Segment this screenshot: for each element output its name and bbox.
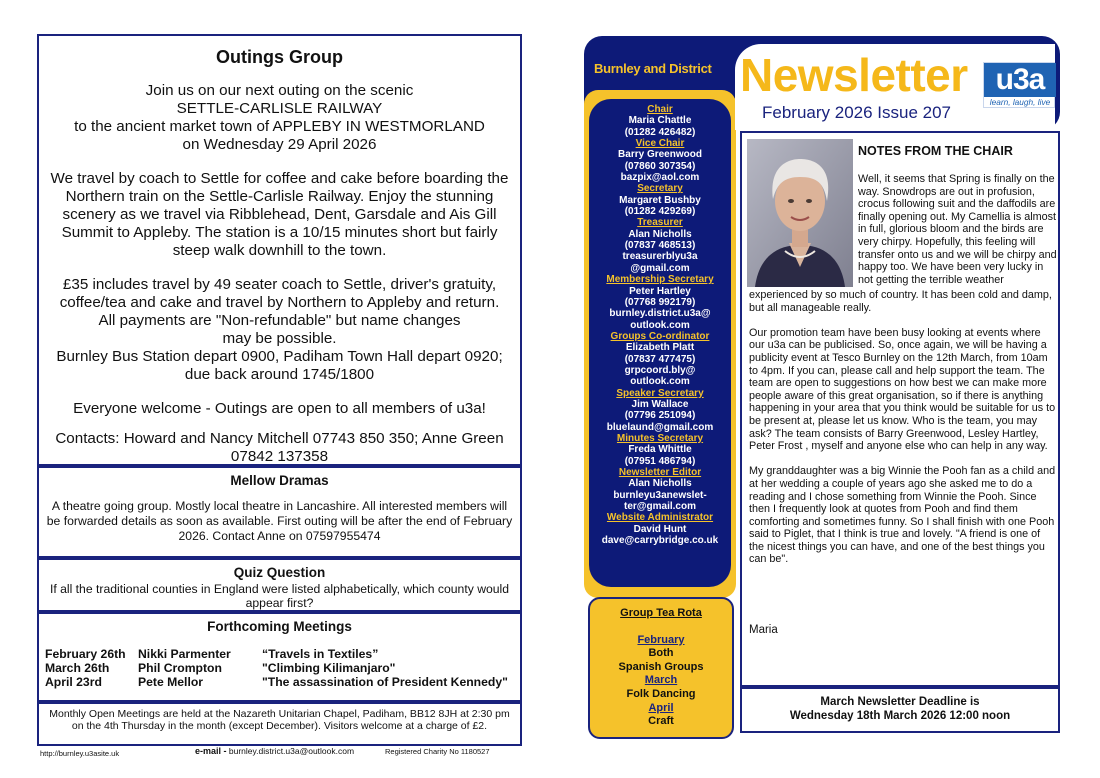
committee-detail: @gmail.com — [630, 262, 690, 274]
tea-rota-list — [590, 634, 732, 729]
mellow-dramas-text: A theatre going group. Mostly local theatre in Lancashire. All interested members will be forwarded details as soon as available. First outing will be after the end of February 2026. Contact Anne on 07597955474 — [46, 499, 513, 543]
footer-email — [195, 746, 354, 756]
footer-email-label: e-mail - — [195, 746, 227, 756]
committee-detail: (07860 307354) — [624, 160, 696, 172]
u3a-logo-mark: u3a — [984, 63, 1056, 97]
committee-detail: bluelaund@gmail.com — [606, 421, 714, 433]
outings-description: We travel by coach to Settle for coffee and cake before boarding the Northern train on the Settle-Carlisle Railway. Enjoy the stunning scenery as we travel via Ribblehead, Dent, Garsdale and Ais Gill Summit to Appleby. The station is a 10/15 minutes short but fairly steep walk downhill to the town. — [50, 170, 509, 259]
deadline-date: Wednesday 18th March 2026 12:00 noon — [789, 710, 1011, 722]
notes-signature: Maria — [749, 624, 778, 636]
outings-intro-line: SETTLE-CARLISLE RAILWAY — [176, 100, 383, 117]
committee-detail: (01282 429269) — [624, 206, 696, 218]
u3a-logo — [983, 62, 1055, 108]
tea-rota-group: Craft — [648, 715, 674, 728]
notes-body — [749, 289, 1057, 579]
committee-detail: (07768 992179) — [624, 296, 696, 308]
forthcoming-meetings-box — [37, 612, 522, 702]
committee-role: Chair — [647, 104, 673, 115]
committee-detail: Freda Whittle — [628, 444, 692, 456]
outings-pricing-line: All payments are "Non-refundable" but name changes — [98, 312, 461, 329]
meeting-row — [45, 661, 514, 675]
committee-detail: Peter Hartley — [629, 285, 691, 297]
meeting-speaker: Nikki Parmenter — [138, 647, 231, 661]
forthcoming-meetings-title: Forthcoming Meetings — [207, 619, 352, 634]
monthly-meetings-text: Monthly Open Meetings are held at the Nazareth Unitarian Chapel, Padiham, BB12 8JH at 2:30 pm on the 4th Thursday in the month (except December). Visitors welcome at a charge of £2. — [49, 708, 510, 732]
portrait-illustration — [747, 139, 853, 287]
committee-detail: burnley.district.u3a@ — [609, 308, 711, 320]
committee-detail: David Hunt — [633, 523, 687, 535]
committee-detail: Maria Chattle — [628, 115, 692, 127]
footer-email-address[interactable]: burnley.district.u3a@outlook.com — [228, 746, 355, 756]
committee-detail: grpcoord.bly@ — [624, 364, 696, 376]
committee-role: Secretary — [637, 183, 683, 195]
committee-detail: bazpix@aol.com — [620, 172, 700, 184]
tea-rota-heading: Group Tea Rota — [620, 607, 702, 619]
committee-detail: dave@carrybridge.co.uk — [601, 535, 719, 547]
outings-welcome: Everyone welcome - Outings are open to all members of u3a! — [73, 400, 486, 417]
tea-rota-group: Folk Dancing — [626, 687, 696, 700]
meeting-date: February 26th — [45, 647, 126, 661]
outings-intro-line: on Wednesday 29 April 2026 — [182, 136, 377, 153]
committee-detail: Alan Nicholls — [628, 228, 692, 240]
committee-detail: outlook.com — [630, 319, 690, 331]
meeting-talk: "The assassination of President Kennedy" — [262, 675, 508, 689]
notes-paragraph: My granddaughter was a big Winnie the Pooh fan as a child and at her wedding a couple of years ago she asked me to do a reading and I chose something from Winnie the Pooh. Since then I frequently look at quotes from Pooh and find them comforting and sometimes funny. So I shall finish with one Pooh said to Piglet, that I think is true and lovely. "A friend is one of the nicest things you can have, and one of the best things you can be". — [749, 465, 1056, 566]
committee-role: Groups Co-ordinator — [610, 330, 710, 342]
meeting-talk: “Travels in Textiles” — [262, 647, 379, 661]
quiz-question-text: If all the traditional counties in England were listed alphabetically, which county would appear first? — [49, 582, 510, 610]
committee-role: Website Administrator — [606, 512, 714, 524]
committee-detail: (01282 426482) — [624, 126, 696, 138]
committee-detail: (07951 486794) — [624, 455, 696, 467]
meeting-speaker: Pete Mellor — [138, 675, 204, 689]
meeting-speaker: Phil Crompton — [138, 661, 222, 675]
footer-charity-number: Registered Charity No 1180527 — [385, 747, 490, 756]
meeting-date: April 23rd — [45, 675, 102, 689]
outings-pricing-line: Burnley Bus Station depart 0900, Padiham Town Hall depart 0920; due back around 1745/1800 — [56, 348, 503, 383]
committee-detail: Elizabeth Platt — [625, 342, 695, 354]
committee-role: Minutes Secretary — [616, 432, 704, 444]
tea-rota-month: April — [648, 701, 674, 714]
chair-portrait-photo — [747, 139, 853, 287]
deadline-box — [740, 687, 1060, 733]
outings-intro — [45, 82, 514, 154]
notes-title: NOTES FROM THE CHAIR — [858, 144, 1013, 158]
committee-detail: (07837 477475) — [624, 353, 696, 365]
mellow-dramas-title: Mellow Dramas — [230, 473, 329, 488]
committee-detail: Alan Nicholls — [628, 478, 692, 490]
notes-intro-text: Well, it seems that Spring is finally on the way. Snowdrops are out in profusion, crocus following suit and the daffodils are finally opening out. My Camellia is almost in full, glorious bloom and the birds are very chirpy. Hopefully, this feeling will transfer onto us and we will be chirpy and happy too. We have been very lucky in not getting the terrible weather — [858, 173, 1057, 286]
notes-paragraph: Our promotion team have been busy looking at events where our u3a can be publicised. So, once again, we will be having a publicity event at Tesco Burnley on the 12th March, from 10am to 4pm. If you can, please call and help support the team. The team are open to suggestions on how best we can make more people aware of this great organisation, so if there is anything happening in your area that you think would be suitable for us to be present at, please let us know. Who is the team, you may ask? The team consists of Barry Greenwood, Lesley Hartley, Peter Frost , myself and anyone else who can help in any way. — [749, 326, 1056, 453]
committee-detail: ter@gmail.com — [624, 501, 696, 513]
outings-pricing — [45, 276, 514, 384]
newsletter-title: Newsletter — [740, 49, 968, 101]
tea-rota-month: March — [644, 674, 678, 687]
notes-paragraph: experienced by so much of country. It has been cold and damp, but all manageable really. — [749, 289, 1052, 314]
brand-name: Burnley and District — [594, 61, 712, 76]
committee-detail: treasurerblyu3a — [622, 251, 698, 263]
committee-list — [589, 104, 731, 546]
footer-website[interactable]: http://burnley.u3asite.uk — [40, 749, 120, 758]
meeting-talk: "Climbing Kilimanjaro" — [262, 661, 396, 675]
committee-detail: burnleyu3anewslet- — [613, 489, 707, 501]
committee-role: Vice Chair — [635, 138, 685, 150]
committee-detail: Margaret Bushby — [619, 194, 701, 206]
tea-rota-box — [588, 597, 734, 739]
outings-pricing-line: may be possible. — [222, 330, 337, 347]
outings-title: Outings Group — [216, 47, 343, 67]
committee-detail: (07796 251094) — [624, 410, 696, 422]
committee-role: Newsletter Editor — [618, 467, 702, 478]
tea-rota-group: Both — [648, 647, 674, 660]
outings-intro-line: to the ancient market town of APPLEBY IN WESTMORLAND — [74, 118, 485, 135]
tea-rota-group: Spanish Groups — [618, 660, 704, 673]
committee-role: Treasurer — [637, 217, 683, 229]
committee-detail: Jim Wallace — [631, 398, 689, 410]
meeting-row — [45, 647, 514, 661]
quiz-question-box — [37, 558, 522, 612]
committee-role: Membership Secretary — [606, 274, 714, 286]
quiz-question-title: Quiz Question — [233, 565, 326, 580]
committee-detail: Barry Greenwood — [618, 149, 702, 161]
issue-label: February 2026 Issue 207 — [762, 103, 952, 122]
committee-detail: (07837 468513) — [624, 240, 696, 252]
notes-from-chair-box — [740, 131, 1060, 687]
tea-rota-month: February — [637, 633, 685, 646]
meeting-row — [45, 675, 514, 689]
committee-role: Speaker Secretary — [616, 387, 704, 399]
monthly-meetings-box — [37, 702, 522, 746]
outings-contacts: Contacts: Howard and Nancy Mitchell 07743 850 350; Anne Green 07842 137358 — [55, 430, 504, 465]
committee-detail: outlook.com — [630, 376, 690, 388]
meeting-date: March 26th — [45, 661, 110, 675]
outings-pricing-line: £35 includes travel by 49 seater coach to Settle, driver's gratuity, coffee/tea and cake and travel by Northern to Appleby and return. — [59, 276, 500, 311]
mellow-dramas-box — [37, 466, 522, 558]
outings-intro-line: Join us on our next outing on the scenic — [145, 82, 414, 99]
u3a-logo-tagline: learn, laugh, live — [989, 97, 1051, 107]
outings-group-box — [37, 34, 522, 466]
deadline-line: March Newsletter Deadline is — [820, 696, 980, 708]
